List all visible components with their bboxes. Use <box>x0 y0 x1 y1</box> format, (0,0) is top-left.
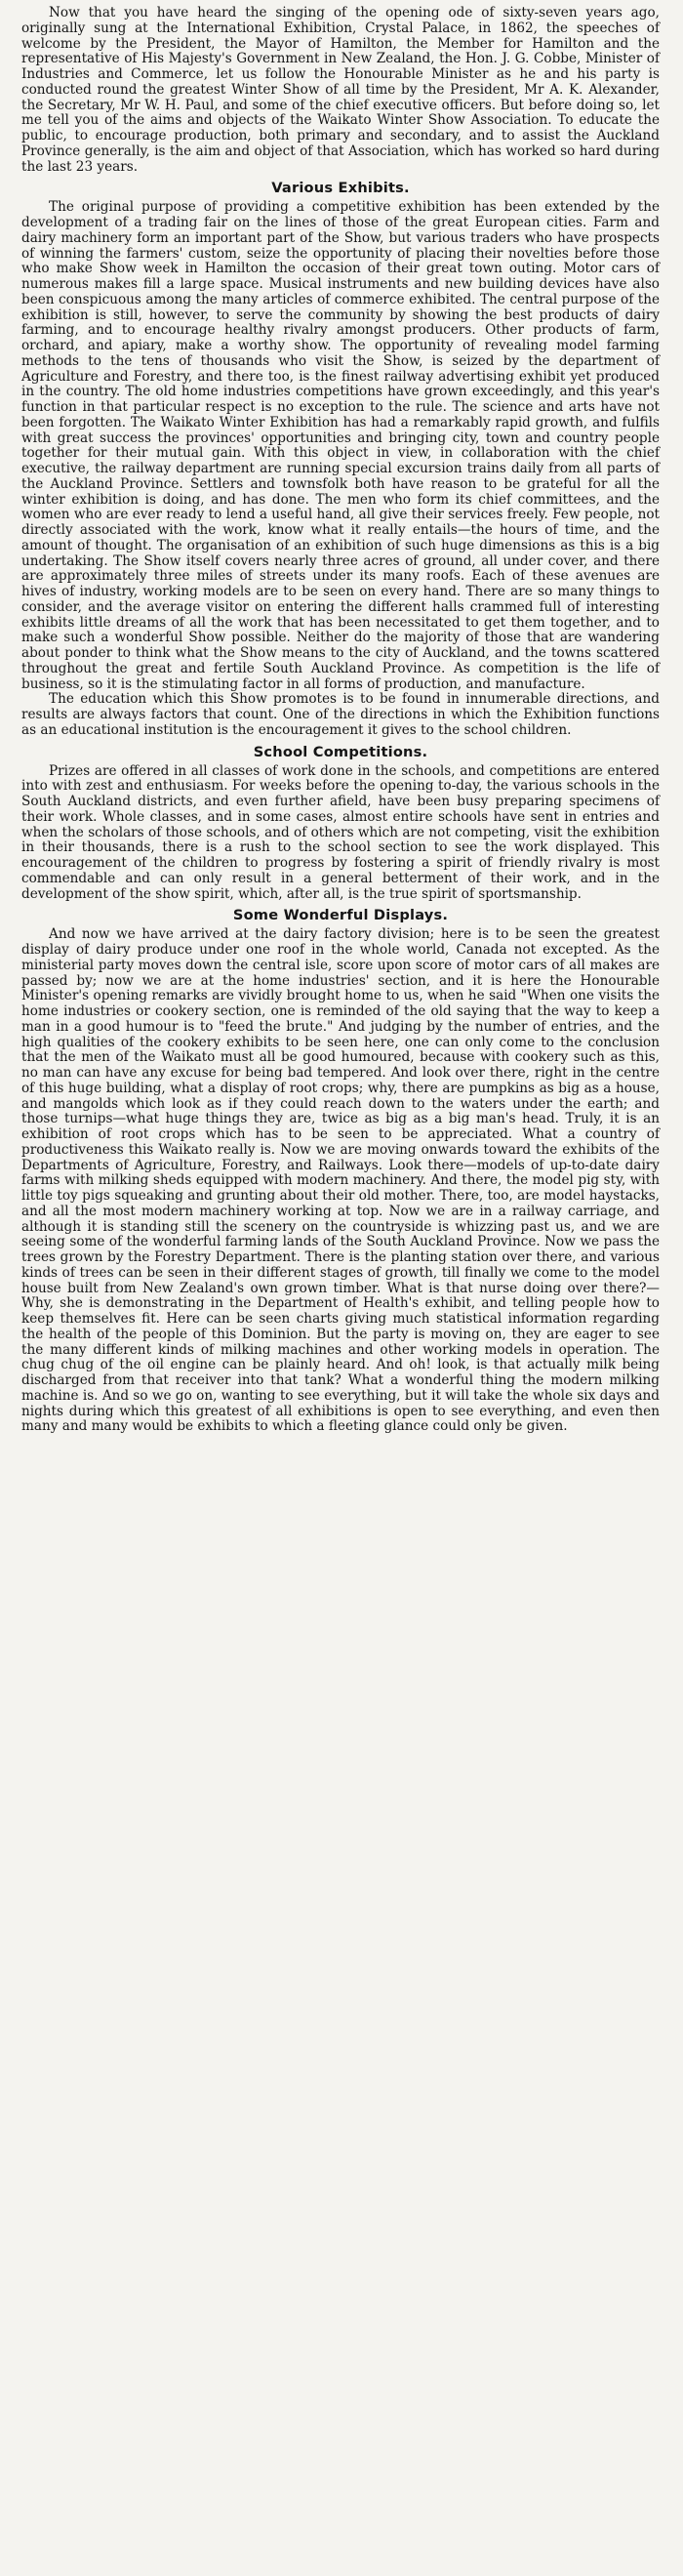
section-heading-school-competitions: School Competitions. <box>253 743 428 760</box>
section-heading-various-exhibits: Various Exhibits. <box>271 180 410 197</box>
various-exhibits-paragraph-1: The original purpose of providing a competitive exhibition has been extended by the development of a trading fair on the lines of those of the great European cities. Farm and dairy machinery form an important part of the Show, but various traders who have prospects of winning the farmers' custom, seize the opportunity of placing their novelties before those who make Show week in Hamilton the occasion of their great town outing. Motor cars of numerous makes fill a large space. Musical instruments and new building devices have also been conspicuous among the many articles of commerce exhibited. The central purpose of the exhibition is still, however, to serve the community by showing the best products of dairy farming, and to encourage healthy rivalry amongst producers. Other products of farm, orchard, and apiary, make a worthy show. The opportunity of revealing model farming methods to the tens of thousands who visit the Show, is seized by the department of Agriculture and Forestry, and there too, is the finest railway advertising exhibit yet produced in the country. The old home industries competitions have grown exceedingly, and this year's function in that particular respect is no exception to the rule. The science and arts have not been forgotten. The Waikato Winter Exhibition has had a remarkably rapid growth, and fulfils with great success the provinces' opportunities and bringing city, town and country people together for their mutual gain. With this object in view, in collaboration with the chief executive, the railway department are running special excursion trains daily from all parts of the Auckland Province. Settlers and townsfolk both have reason to be grateful for all the winter exhibition is doing, and has done. The men who form its chief committees, and the women who are ever ready to lend a useful hand, all give their services freely. Few people, not directly associated with the work, know what it really entails—the hours of time, and the amount of thought. The organisation of an exhibition of such huge dimensions as this is a big undertaking. The Show itself covers nearly three acres of ground, all under cover, and there are approximately three miles of streets under its many roofs. Each of these avenues are hives of industry, working models are to be seen on every hand. There are so many things to consider, and the average visitor on entering the different halls crammed full of interesting exhibits little dreams of all the work that has been necessitated to get them together, and to make such a wonderful Show possible. Neither do the majority of those that are wandering about ponder to think what the Show means to the city of Auckland, and the towns scattered throughout the great and fertile South Auckland Province. As competition is the life of business, so it is the stimulating factor in all forms of production, and manufacture. <box>21 199 660 692</box>
section-heading-wonderful-displays: Some Wonderful Displays. <box>232 907 449 924</box>
various-exhibits-paragraph-2: The education which this Show promotes is to be found in innumerable directions, and results are always factors that count. One of the directions in which the Exhibition functions as an educational institution is the encouragement it gives to the school children. <box>21 691 660 738</box>
school-competitions-paragraph: Prizes are offered in all classes of work done in the schools, and competitions are entered into with zest and enthusiasm. For weeks before the opening to-day, the various schools in the South Auckland districts, and even further afield, have been busy preparing specimens of their work. Whole classes, and in some cases, almost entire schools have sent in entries and when the scholars of those schools, and of others which are not competing, visit the exhibition in their thousands, there is a rush to the school section to see the work displayed. This encouragement of the children to progress by fostering a spirit of friendly rivalry is most commendable and can only result in a general betterment of their work, and in the development of the show spirit, which, after all, is the true spirit of sportsmanship. <box>21 762 660 902</box>
wonderful-displays-paragraph: And now we have arrived at the dairy factory division; here is to be seen the greatest display of dairy produce under one roof in the whole world, Canada not excepted. As the ministerial party moves down the central isle, score upon score of motor cars of all makes are passed by; now we are at the home industries' section, and it is here the Honourable Minister's opening remarks are vividly brought home to us, when he said "When one visits the home industries or cookery section, one is reminded of the old saying that the way to keep a man in a good humour is to "feed the brute." And judging by the number of entries, and the high qualities of the cookery exhibits to be seen here, one can only come to the conclusion that the men of the Waikato must all be good humoured, because with cookery such as this, no man can have any excuse for being bad tempered. And look over there, right in the centre of this huge building, what a display of root crops; why, there are pumpkins as big as a house, and mangolds which look as if they could reach down to the waters under the earth; and those turnips—what huge things they are, twice as big as a big man's head. Truly, it is an exhibition of root crops which has to be seen to be appreciated. What a country of productiveness this Waikato really is. Now we are moving onwards toward the exhibits of the Departments of Agriculture, Forestry, and Railways. Look there—models of up-to-date dairy farms with milking sheds equipped with modern machinery. And there, the model pig sty, with little toy pigs squeaking and grunting about their old mother. There, too, are model haystacks, and all the most modern machinery working at top. Now we are in a railway carriage, and although it is standing still the scenery on the countryside is whizzing past us, and we are seeing some of the wonderful farming lands of the South Auckland Province. Now we pass the trees grown by the Forestry Department. There is the planting station over there, and various kinds of trees can be seen in their different stages of growth, till finally we come to the model house built from New Zealand's own grown timber. What is that nurse doing over there?—Why, she is demonstrating in the Department of Health's exhibit, and telling people how to keep themselves fit. Here can be seen charts giving much statistical information regarding the health of the people of this Dominion. But the party is moving on, they are eager to see the many different kinds of milking machines and other working models in operation. The chug chug of the oil engine can be plainly heard. And oh! look, is that actually milk being discharged from that receiver into that tank? What a wonderful thing the modern milking machine is. And so we go on, wanting to see everything, but it will take the whole six days and nights during which this greatest of all exhibitions is open to see everything, and even then many and many would be exhibits to which a fleeting glance could only be given. <box>21 926 660 1435</box>
intro-paragraph: Now that you have heard the singing of the opening ode of sixty-seven years ago, originally sung at the International Exhibition, Crystal Palace, in 1862, the speeches of welcome by the President, the Mayor of Hamilton, the Member for Hamilton and the representative of His Majesty's Government in New Zealand, the Hon. J. G. Cobbe, Minister of Industries and Commerce, let us follow the Honourable Minister as he and his party is conducted round the greatest Winter Show of all time by the President, Mr A. K. Alexander, the Secretary, Mr W. H. Paul, and some of the chief executive officers. But before doing so, let me tell you of the aims and objects of the Waikato Winter Show Association. To educate the public, to encourage production, both primary and secondary, and to assist the Auckland Province generally, is the aim and object of that Association, which has worked so hard during the last 23 years. <box>21 5 660 175</box>
